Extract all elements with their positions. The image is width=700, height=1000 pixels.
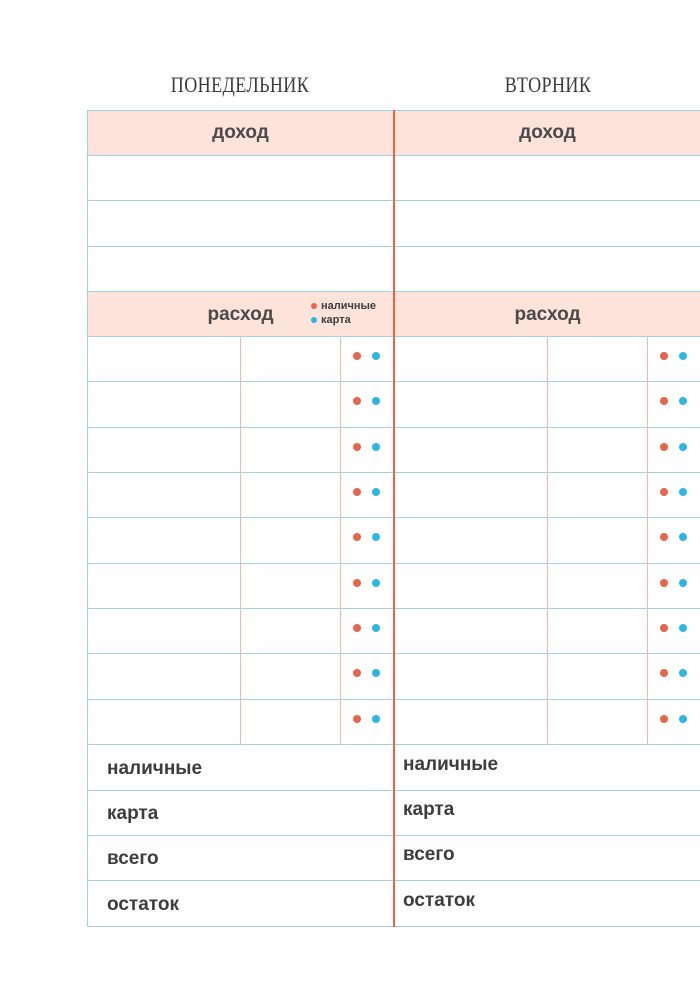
cash-dot-icon	[311, 303, 317, 309]
card-dot-icon[interactable]	[372, 443, 380, 451]
day-separator-line	[393, 110, 395, 927]
card-dot-icon[interactable]	[679, 715, 687, 723]
summary-total-monday: всего	[107, 848, 159, 869]
card-dot-icon[interactable]	[679, 352, 687, 360]
cash-dot-icon[interactable]	[353, 352, 361, 360]
expense-divider-monday-1	[240, 337, 241, 745]
legend-card-label: карта	[321, 314, 351, 326]
income-entry-row-monday[interactable]	[88, 247, 393, 291]
card-dot-icon[interactable]	[372, 715, 380, 723]
expense-label-tuesday: расход	[514, 304, 581, 325]
card-dot-icon[interactable]	[679, 579, 687, 587]
legend-card	[311, 313, 376, 327]
payment-legend	[311, 299, 376, 327]
card-dot-icon[interactable]	[372, 579, 380, 587]
cash-dot-icon[interactable]	[660, 443, 668, 451]
summary-balance-tuesday: остаток	[403, 890, 475, 911]
cash-dot-icon[interactable]	[353, 533, 361, 541]
income-entry-row-monday[interactable]	[88, 201, 393, 245]
card-dot-icon[interactable]	[679, 669, 687, 677]
cash-dot-icon[interactable]	[660, 397, 668, 405]
cash-dot-icon[interactable]	[353, 669, 361, 677]
cash-dot-icon[interactable]	[353, 397, 361, 405]
income-label-monday: доход	[212, 122, 269, 143]
expense-divider-tuesday-1	[547, 337, 548, 745]
expense-divider-tuesday-2	[647, 337, 648, 745]
income-entry-row-monday[interactable]	[88, 156, 393, 200]
cash-dot-icon[interactable]	[660, 579, 668, 587]
income-entry-row-tuesday[interactable]	[395, 247, 700, 291]
card-dot-icon	[311, 317, 317, 323]
expense-label-monday: расход	[207, 304, 274, 325]
legend-cash	[311, 299, 376, 313]
card-dot-icon[interactable]	[372, 669, 380, 677]
cash-dot-icon[interactable]	[353, 443, 361, 451]
card-dot-icon[interactable]	[679, 397, 687, 405]
card-dot-icon[interactable]	[679, 533, 687, 541]
summary-balance-monday: остаток	[107, 894, 179, 915]
grid-left-border	[87, 110, 88, 927]
day-title-monday: ПОНЕДЕЛЬНИК	[170, 72, 310, 97]
cash-dot-icon[interactable]	[353, 488, 361, 496]
card-dot-icon[interactable]	[372, 488, 380, 496]
cash-dot-icon[interactable]	[660, 488, 668, 496]
cash-dot-icon[interactable]	[353, 624, 361, 632]
summary-total-tuesday: всего	[403, 844, 455, 865]
cash-dot-icon[interactable]	[660, 715, 668, 723]
income-entry-row-tuesday[interactable]	[395, 156, 700, 200]
income-label-tuesday: доход	[519, 122, 576, 143]
card-dot-icon[interactable]	[372, 624, 380, 632]
card-dot-icon[interactable]	[679, 488, 687, 496]
summary-card-monday: карта	[107, 803, 159, 824]
expense-divider-monday-2	[340, 337, 341, 745]
card-dot-icon[interactable]	[372, 533, 380, 541]
legend-cash-label: наличные	[321, 300, 377, 312]
income-entry-row-tuesday[interactable]	[395, 201, 700, 245]
card-dot-icon[interactable]	[372, 352, 380, 360]
cash-dot-icon[interactable]	[660, 533, 668, 541]
cash-dot-icon[interactable]	[353, 715, 361, 723]
card-dot-icon[interactable]	[679, 624, 687, 632]
summary-cash-monday: наличные	[107, 758, 203, 779]
cash-dot-icon[interactable]	[660, 624, 668, 632]
summary-cash-tuesday: наличные	[403, 754, 499, 775]
day-title-tuesday: ВТОРНИК	[504, 72, 592, 97]
cash-dot-icon[interactable]	[660, 352, 668, 360]
summary-card-tuesday: карта	[403, 799, 455, 820]
cash-dot-icon[interactable]	[660, 669, 668, 677]
card-dot-icon[interactable]	[679, 443, 687, 451]
card-dot-icon[interactable]	[372, 397, 380, 405]
cash-dot-icon[interactable]	[353, 579, 361, 587]
